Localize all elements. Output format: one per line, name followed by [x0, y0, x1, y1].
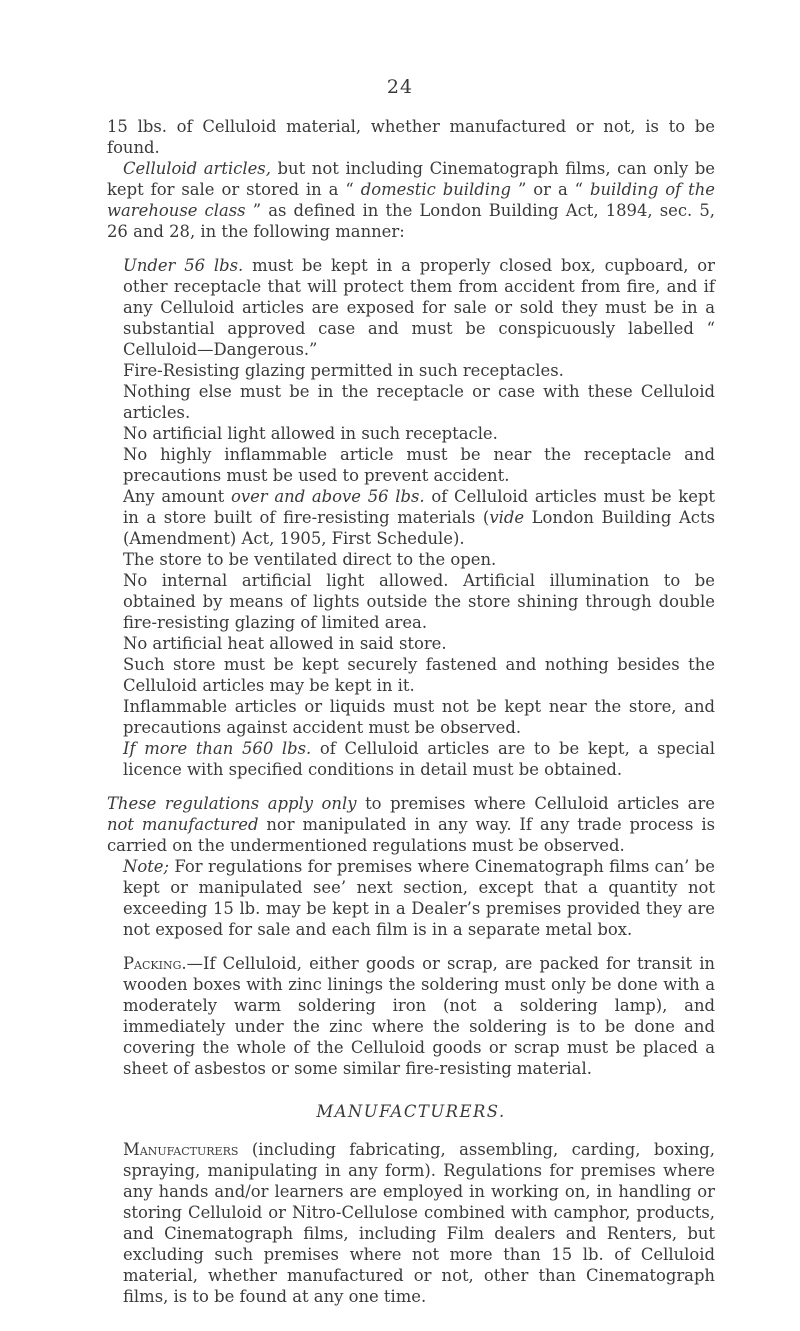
- paragraph: Inflammable articles or liquids must not be kept near the store, and precautions against accident must be observed.: [123, 697, 715, 737]
- text-run: of Celluloid articles must be kept in a store built of fire-resisting materials (: [123, 487, 715, 527]
- paragraph-note: [107, 856, 715, 940]
- body-text: [107, 116, 715, 1307]
- italic-phrase: not manufactured: [107, 815, 259, 834]
- paragraph: No internal artificial light allowed. Artificial illumination to be obtained by means of lights outside the store shining through double fire-resisting glazing of limited area.: [123, 571, 715, 632]
- paragraph: No highly inflammable article must be near the receptacle and precautions must be used to prevent accident.: [123, 445, 715, 485]
- small-caps-lead: Manufacturers: [123, 1140, 239, 1159]
- text-run: (including fabricating, assembling, carding, boxing, spraying, manipulating in any form). Regulations for premises where any hands and/or learners are employed in working on, in handling or storing Celluloid or Nitro-Cellulose combined with camphor, products, and Cinematograph films, including Film dealers and Renters, but excluding such premises where not more than 15 lb. of Celluloid material, whether manufactured or not, other than Cinematograph films, is to be found at any one time.: [123, 1140, 715, 1306]
- italic-phrase: Under 56 lbs.: [123, 256, 244, 275]
- text-run: —If Celluloid, either goods or scrap, are packed for transit in wooden boxes with zinc linings the soldering must only be done with a moderately warm soldering iron (not a soldering lamp), and immediately under the zinc where the soldering is to be done and covering the whole of the Celluloid goods or scrap must be placed a sheet of asbestos or some similar fire-resisting material.: [123, 954, 715, 1078]
- paragraph: 15 lbs. of Celluloid material, whether manufactured or not, is to be found.: [107, 117, 715, 157]
- paragraph: The store to be ventilated direct to the open.: [123, 550, 497, 569]
- paragraph: Such store must be kept securely fastened and nothing besides the Celluloid articles may be kept in it.: [123, 655, 715, 695]
- paragraph-manufacturers: [107, 1139, 715, 1307]
- paragraph-celluloid-articles: [107, 158, 715, 242]
- paragraph: No artificial heat allowed in said store.: [123, 634, 447, 653]
- text-run: London Building Acts (Amendment) Act, 1905, First Schedule).: [123, 508, 715, 548]
- text-run: ” as defined in the London Building Act, 1894, sec. 5, 26 and 28, in the following manner:: [107, 201, 716, 241]
- page-number: 24: [386, 76, 414, 98]
- italic-phrase: Note;: [123, 857, 170, 876]
- italic-phrase: domestic building: [360, 180, 512, 199]
- italic-phrase: Celluloid articles,: [123, 159, 271, 178]
- paragraph-under-56: [107, 255, 715, 360]
- section-heading: MANUFACTURERS.: [316, 1102, 506, 1121]
- text-run: Any amount: [123, 487, 231, 506]
- text-run: must be kept in a properly closed box, cupboard, or other receptacle that will protect them from accident from fire, and if any Celluloid articles are exposed for sale or sold they must be in a substantial approved case and must be conspicuously labelled “ Celluloid—Dangerous.”: [123, 256, 715, 359]
- text-run: For regulations for premises where Cinematograph films can’ be kept or manipulated see’ next section, except that a quantity not exceeding 15 lb. may be kept in a Dealer’s premises provided they are not exposed for sale and each film is in a separate metal box.: [123, 857, 715, 939]
- italic-phrase: building of the warehouse class: [107, 180, 715, 220]
- small-caps-lead: Packing.: [123, 954, 187, 973]
- italic-phrase: over and above 56 lbs.: [230, 487, 425, 506]
- paragraph-packing: [107, 953, 715, 1079]
- text-run: ” or a “: [511, 180, 590, 199]
- italic-phrase: These regulations apply only: [107, 794, 357, 813]
- paragraph: Nothing else must be in the receptacle or case with these Celluloid articles.: [123, 382, 715, 422]
- italic-phrase: If more than 560 lbs.: [123, 739, 312, 758]
- paragraph: No artificial light allowed in such receptacle.: [123, 424, 498, 443]
- paragraph-over-560: [107, 738, 715, 780]
- text-run: to premises where Celluloid articles are: [356, 794, 715, 813]
- paragraph-regulations-apply: [107, 793, 715, 856]
- text-run: of Celluloid articles are to be kept, a special licence with specified conditions in detail must be obtained.: [123, 739, 715, 779]
- text-run: but not including Cinematograph films, can only be kept for sale or stored in a “: [107, 159, 716, 199]
- paragraph: Fire-Resisting glazing permitted in such receptacles.: [123, 361, 564, 380]
- paragraph-over-56: [107, 486, 715, 549]
- text-run: nor manipulated in any way. If any trade process is carried on the undermentioned regulations must be observed.: [107, 815, 715, 855]
- italic-phrase: vide: [489, 508, 525, 527]
